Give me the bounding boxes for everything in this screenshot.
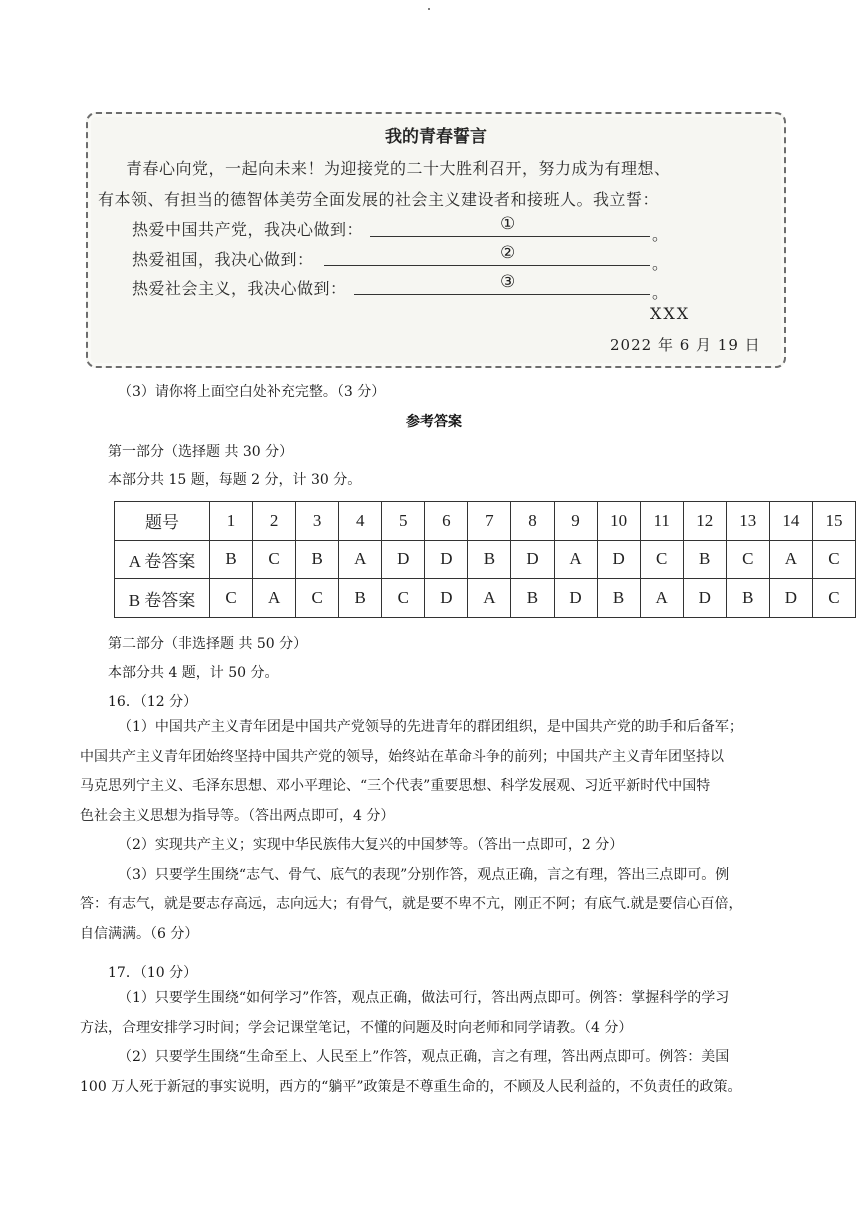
q16-p1-line3: 马克思列宁主义、毛泽东思想、邓小平理论、“三个代表”重要思想、科学发展观、习近平新时代中国特 [80,778,711,794]
q17-p1-line1: （1）只要学生围绕“如何学习”作答，观点正确，做法可行，答出两点即可。例答：掌握科学的学习 [118,990,730,1006]
q16-answer [0,713,868,949]
part2-desc: 本部分共 4 题，计 50 分。 [108,665,279,681]
pledge-card [86,112,786,368]
part2-title: 第二部分（非选择题 共 50 分） [108,636,308,652]
table-cell: 10 [597,502,640,541]
table-cell: D [425,579,468,618]
table-cell: 11 [640,502,683,541]
blank-number-1: ① [500,214,516,234]
table-cell: 12 [683,502,726,541]
table-row-label: A 卷答案 [115,540,210,579]
pledge-blank-1 [370,216,650,237]
table-cell: B [296,540,339,579]
q16-p1-line1: （1）中国共产主义青年团是中国共产党领导的先进青年的群团组织，是中国共产党的助手和后备军； [118,719,743,735]
table-cell: C [726,540,769,579]
q16-p1-line4: 色社会主义思想为指导等。（答出两点即可，4 分） [80,807,395,824]
table-cell: 2 [253,502,296,541]
q16-p1-line2: 中国共产主义青年团始终坚持中国共产党的领导，始终站在革命斗争的前列；中国共产主义青年团坚持以 [80,748,724,765]
table-cell: 9 [554,502,597,541]
table-cell: D [511,540,554,579]
table-cell: C [640,540,683,579]
table-cell: A [554,540,597,579]
pledge-item2-end: 。 [652,254,669,273]
table-cell: 1 [210,502,253,541]
table-cell: B [511,579,554,618]
pledge-date: 2022 年 6 月 19 日 [610,336,761,354]
table-cell: 4 [339,502,382,541]
blank-number-3: ③ [500,272,516,292]
pledge-intro-line1: 青春心向党，一起向未来！为迎接党的二十大胜利召开，努力成为有理想、 [126,159,671,178]
table-row-a [115,540,856,579]
pledge-blank-3 [354,274,650,295]
table-cell: B [339,579,382,618]
table-cell: A [253,579,296,618]
table-cell: D [425,540,468,579]
table-cell: D [597,540,640,579]
q17-p2-line2: 100 万人死于新冠的事实说明，西方的“躺平”政策是不尊重生命的，不顾及人民利益的，不负责任的政策。 [80,1078,742,1095]
part1-title: 第一部分（选择题 共 30 分） [108,444,294,460]
q16-p2: （2）实现共产主义；实现中华民族伟大复兴的中国梦等。（答出一点即可，2 分） [118,837,624,853]
table-cell: C [296,579,339,618]
pledge-signer: XXX [650,304,691,323]
table-cell: B [210,540,253,579]
table-cell: C [812,540,855,579]
table-cell: D [769,579,812,618]
table-cell: D [683,579,726,618]
q17-p1-line2: 方法，合理安排学习时间；学会记课堂笔记，不懂的问题及时向老师和同学请教。（4 分） [80,1019,633,1036]
pledge-item3-prefix: 热爱社会主义，我决心做到： [132,279,347,298]
pledge-item1-prefix: 热爱中国共产党，我决心做到： [132,220,364,239]
q16-p3-line2: 答：有志气，就是要志存高远，志向远大；有骨气，就是要不卑不亢，刚正不阿；有底气.就是要信心百倍， [80,896,743,912]
pledge-title: 我的青春誓言 [385,127,487,147]
table-cell: 5 [382,502,425,541]
table-cell: A [468,579,511,618]
pledge-item1-end: 。 [652,225,669,244]
q16-label: 16．（12 分） [108,694,198,710]
table-row-b [115,579,856,618]
table-cell: 7 [468,502,511,541]
q16-p3-line3: 自信满满。（6 分） [80,925,199,942]
pledge-blank-2 [324,245,650,266]
table-cell: A [339,540,382,579]
answer-table [114,501,856,618]
table-header-label: 题号 [115,502,210,541]
q17-label: 17．（10 分） [108,965,198,981]
table-cell: C [812,579,855,618]
question-3: （3）请你将上面空白处补充完整。（3 分） [118,384,386,400]
pledge-item2-prefix: 热爱祖国，我决心做到： [132,250,314,269]
table-cell: B [726,579,769,618]
table-cell: 3 [296,502,339,541]
table-cell: D [382,540,425,579]
answer-title: 参考答案 [406,414,462,430]
table-cell: A [640,579,683,618]
table-cell: B [468,540,511,579]
table-cell: 6 [425,502,468,541]
table-row-label: B 卷答案 [115,579,210,618]
table-cell: B [683,540,726,579]
table-cell: 14 [769,502,812,541]
table-cell: B [597,579,640,618]
q17-answer [0,984,868,1102]
part1-desc: 本部分共 15 题，每题 2 分，计 30 分。 [108,472,362,488]
pledge-item3-end: 。 [652,283,669,302]
table-cell: 13 [726,502,769,541]
table-cell: C [210,579,253,618]
table-cell: 8 [511,502,554,541]
table-header-row [115,502,856,541]
page-mark [428,8,430,10]
table-cell: C [382,579,425,618]
blank-number-2: ② [500,243,516,263]
table-cell: C [253,540,296,579]
pledge-intro-line2: 有本领、有担当的德智体美劳全面发展的社会主义建设者和接班人。我立誓： [98,190,660,209]
table-cell: D [554,579,597,618]
q17-p2-line1: （2）只要学生围绕“生命至上、人民至上”作答，观点正确，言之有理，答出两点即可。例答：美国 [118,1049,730,1065]
table-cell: A [769,540,812,579]
q16-p3-line1: （3）只要学生围绕“志气、骨气、底气的表现”分别作答，观点正确，言之有理，答出三点即可。例 [118,866,730,883]
table-cell: 15 [812,502,855,541]
